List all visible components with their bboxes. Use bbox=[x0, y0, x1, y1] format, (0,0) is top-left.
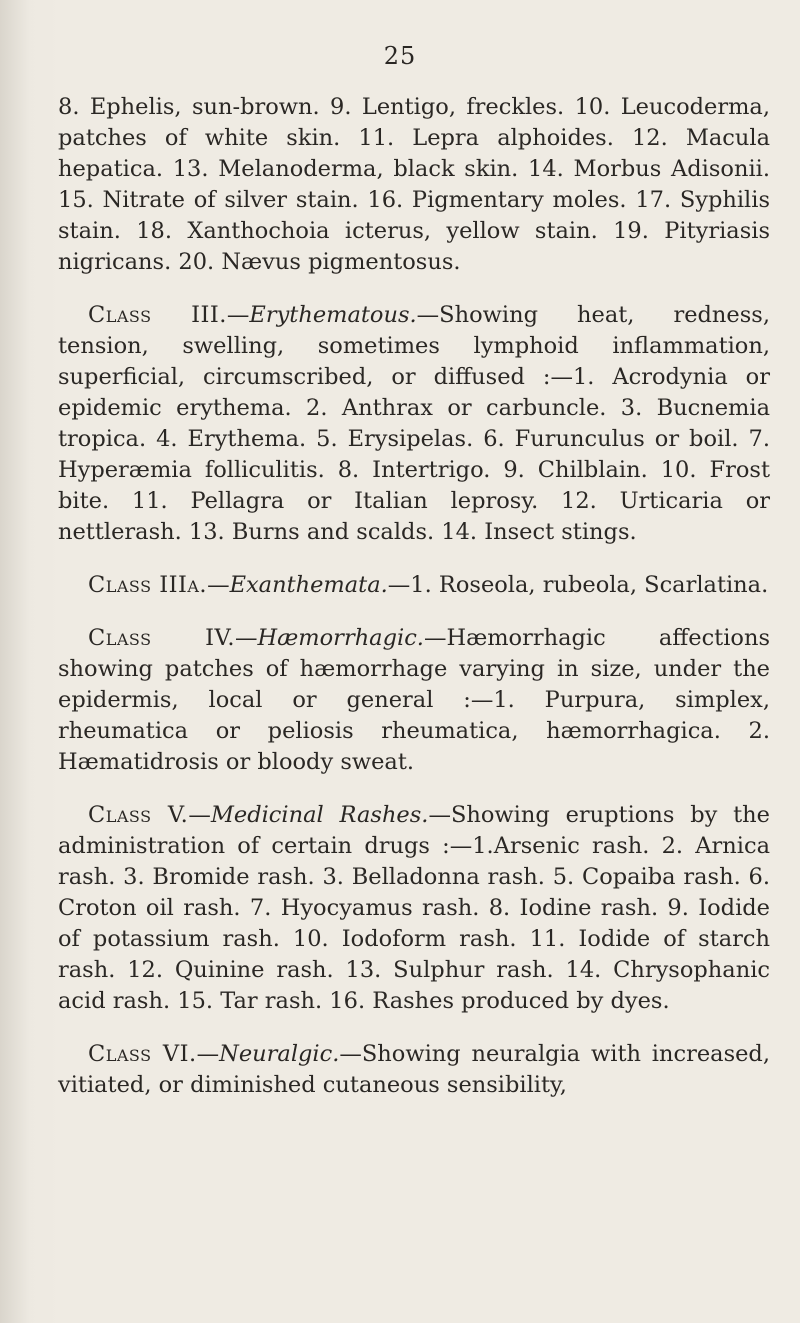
class-title: Medicinal Rashes. bbox=[210, 802, 429, 828]
paragraph-class-iiia bbox=[58, 570, 770, 601]
dash: — bbox=[235, 625, 258, 651]
class-label: Class VI. bbox=[88, 1041, 197, 1067]
class-label: Class IIIa. bbox=[88, 572, 208, 598]
dash: — bbox=[226, 302, 250, 328]
paragraph-class-iii bbox=[58, 300, 770, 548]
class-label: Class V. bbox=[88, 802, 189, 828]
class-title: Hæmorrhagic. bbox=[257, 625, 424, 651]
dash: — bbox=[188, 802, 211, 828]
page-number: 25 bbox=[383, 42, 417, 70]
page-body bbox=[58, 92, 770, 1123]
paragraph-text: —Showing eruptions by the administration of certain drugs :—1.Arsenic rash. 2. Arnica rash. 3. Bromide rash. 3. Belladonna rash. 5. Copaiba rash. 6. Croton oil rash. 7. Hyocyamus rash. 8. Iodine rash. 9. Iodide of potassium rash. 10. Iodoform rash. 11. Iodide of starch rash. 12. Quinine rash. 13. Sulphur rash. 14. Chrysophanic acid rash. 15. Tar rash. 16. Rashes produced by dyes. bbox=[58, 802, 770, 1014]
paragraph-text: —Hæmorrhagic affections showing patches of hæmorrhage varying in size, under the epidermis, local or general :—1. Purpura, simplex, rheumatica or peliosis rheumatica, hæmorrhagica. 2. Hæmatidrosis or bloody sweat. bbox=[58, 625, 770, 775]
class-label: Class IV. bbox=[88, 625, 236, 651]
paragraph-text: —Showing neuralgia with increased, vitiated, or diminished cutaneous sensibility, bbox=[58, 1041, 770, 1098]
class-title: Erythematous. bbox=[249, 302, 417, 328]
paragraph-class-iv bbox=[58, 623, 770, 778]
class-title: Exanthemata. bbox=[229, 572, 388, 598]
class-title: Neuralgic. bbox=[219, 1041, 340, 1067]
class-label: Class III. bbox=[88, 302, 227, 328]
paragraph-pigmentary-list bbox=[58, 92, 770, 278]
dash: — bbox=[196, 1041, 220, 1067]
paragraph-text: —1. Roseola, rubeola, Scarlatina. bbox=[387, 572, 769, 598]
paragraph-text: —Showing heat, redness, tension, swelling, sometimes lymphoid inflammation, superficial, circumscribed, or diffused :—1. Acrodynia or epidemic erythema. 2. Anthrax or carbuncle. 3. Bucnemia tropica. 4. Erythema. 5. Erysipelas. 6. Furunculus or boil. 7. Hyperæmia folliculitis. 8. Intertrigo. 9. Chilblain. 10. Frost bite. 11. Pellagra or Italian leprosy. 12. Urticaria or nettlerash. 13. Burns and scalds. 14. Insect stings. bbox=[58, 302, 770, 545]
paragraph-text: 8. Ephelis, sun-brown. 9. Lentigo, freckles. 10. Leucoderma, patches of white skin. 11. Lepra alphoides. 12. Macula hepatica. 13. Melanoderma, black skin. 14. Morbus Adisonii. 15. Nitrate of silver stain. 16. Pigmentary moles. 17. Syphilis stain. 18. Xanthochoia icterus, yellow stain. 19. Pityriasis nigricans. 20. Nævus pigmentosus. bbox=[58, 94, 770, 275]
paragraph-class-vi bbox=[58, 1039, 770, 1101]
dash: — bbox=[207, 572, 230, 598]
paragraph-class-v bbox=[58, 800, 770, 1017]
